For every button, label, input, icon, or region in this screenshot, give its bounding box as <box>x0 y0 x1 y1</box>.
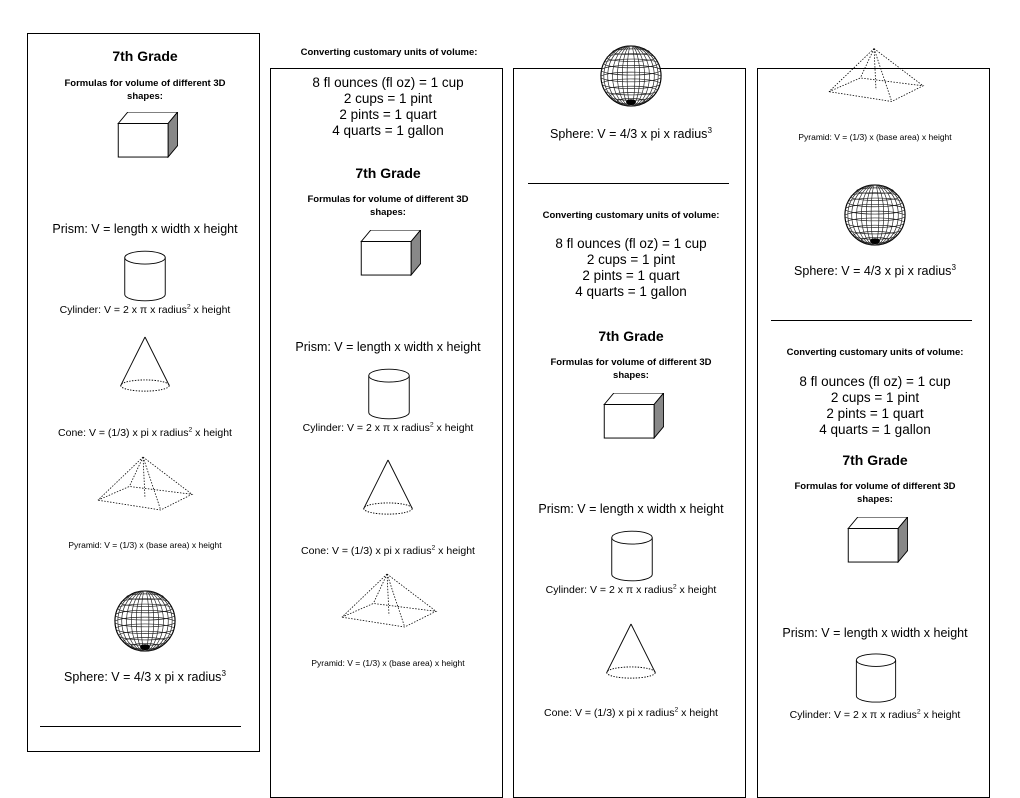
cone-icon <box>117 335 173 395</box>
prism-formula: Prism: V = length x width x height <box>295 340 481 354</box>
conversion-line: 2 pints = 1 quart <box>339 107 437 122</box>
formulas-subtitle: Formulas for volume of different 3D shapes: <box>307 194 469 218</box>
divider <box>771 320 972 321</box>
conversion-title: Converting customary units of volume: <box>542 210 720 221</box>
conversion-line: 2 cups = 1 pint <box>830 390 920 405</box>
rectangular-prism-icon <box>602 393 664 439</box>
cylinder-icon <box>366 368 412 420</box>
cone-icon <box>360 458 416 518</box>
cone-formula: Cone: V = (1/3) x pi x radius$^2$ x height <box>58 426 232 439</box>
conversion-line: 8 fl ounces (fl oz) = 1 cup <box>312 75 464 90</box>
cone-icon <box>603 622 659 682</box>
pyramid-formula: Pyramid: V = (1/3) x (base area) x height <box>798 132 952 142</box>
cylinder-icon <box>122 250 168 302</box>
divider <box>528 183 729 184</box>
conversion-line: 8 fl ounces (fl oz) = 1 cup <box>555 236 707 251</box>
prism-formula: Prism: V = length x width x height <box>538 502 724 516</box>
conversion-title: Converting customary units of volume: <box>300 47 478 58</box>
cylinder-formula: Cylinder: V = 2 x π x radius$^2$ x height <box>545 583 717 596</box>
conversion-line: 8 fl ounces (fl oz) = 1 cup <box>799 374 951 389</box>
pyramid-icon <box>340 572 438 631</box>
conversion-line: 2 cups = 1 pint <box>586 252 676 267</box>
rectangular-prism-icon <box>846 517 908 563</box>
sphere-icon <box>113 589 177 653</box>
grade-title: 7th Grade <box>112 48 178 64</box>
cone-formula: Cone: V = (1/3) x pi x radius$^2$ x height <box>301 544 475 557</box>
pyramid-icon <box>827 45 925 107</box>
cylinder-formula: Cylinder: V = 2 x π x radius$^2$ x height <box>789 708 961 721</box>
conversion-list <box>799 374 950 438</box>
grade-title: 7th Grade <box>355 165 421 181</box>
formulas-subtitle: Formulas for volume of different 3D shapes: <box>794 481 956 505</box>
conversion-list <box>312 75 463 139</box>
prism-formula: Prism: V = length x width x height <box>782 626 968 640</box>
conversion-line: 2 cups = 1 pint <box>343 91 433 106</box>
pyramid-formula: Pyramid: V = (1/3) x (base area) x height <box>311 658 465 668</box>
grade-title: 7th Grade <box>842 452 908 468</box>
sphere-icon <box>599 44 663 108</box>
cylinder-icon <box>609 530 655 582</box>
formulas-subtitle: Formulas for volume of different 3D shapes: <box>550 357 712 381</box>
cylinder-formula: Cylinder: V = 2 x π x radius$^2$ x height <box>59 303 231 316</box>
sphere-formula: Sphere: V = 4/3 x pi x radius$^3$ <box>550 125 712 141</box>
cylinder-icon <box>853 653 899 703</box>
conversion-line: 4 quarts = 1 gallon <box>332 123 444 138</box>
conversion-line: 2 pints = 1 quart <box>826 406 924 421</box>
pyramid-formula: Pyramid: V = (1/3) x (base area) x height <box>68 540 222 550</box>
conversion-line: 4 quarts = 1 gallon <box>575 284 687 299</box>
cone-formula: Cone: V = (1/3) x pi x radius$^2$ x height <box>544 706 718 719</box>
rectangular-prism-icon <box>116 112 178 158</box>
conversion-list <box>555 236 706 300</box>
conversion-title: Converting customary units of volume: <box>786 347 964 358</box>
conversion-line: 4 quarts = 1 gallon <box>819 422 931 437</box>
conversion-line: 2 pints = 1 quart <box>582 268 680 283</box>
prism-formula: Prism: V = length x width x height <box>52 222 238 236</box>
sphere-formula: Sphere: V = 4/3 x pi x radius$^3$ <box>64 668 226 684</box>
rectangular-prism-icon <box>359 230 421 276</box>
formulas-subtitle: Formulas for volume of different 3D shapes: <box>64 78 226 102</box>
sphere-icon <box>843 183 907 247</box>
pyramid-icon <box>96 455 194 514</box>
sphere-formula: Sphere: V = 4/3 x pi x radius$^3$ <box>794 262 956 278</box>
grade-title: 7th Grade <box>598 328 664 344</box>
cylinder-formula: Cylinder: V = 2 x π x radius$^2$ x height <box>302 421 474 434</box>
divider <box>40 726 241 727</box>
